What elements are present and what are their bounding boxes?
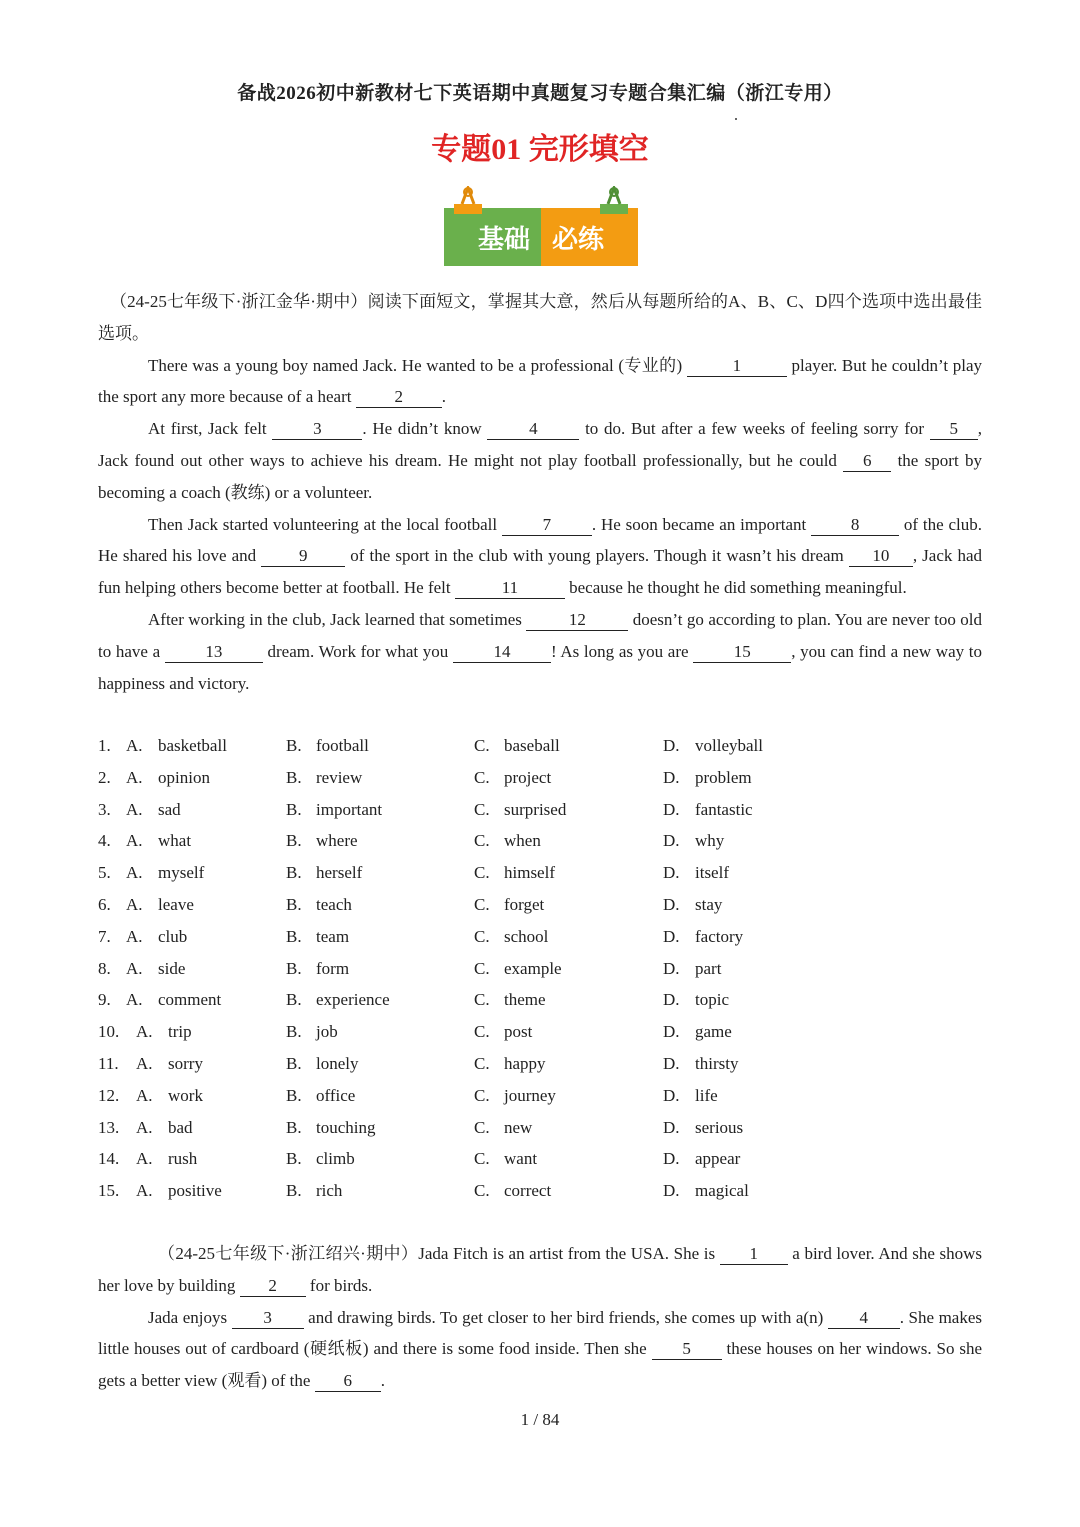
stray-dot bbox=[735, 118, 737, 120]
passage-1-paragraph-2: At first, Jack felt 3 . He didn’t know 4 to do. But after a few weeks of feeling sorry for 5 , Jack found out other ways to achieve his dream. He might not play football professionally, but he could 6 the sport by becoming a coach (教练) or a volunteer. bbox=[98, 419, 982, 502]
blank-5: 5 bbox=[930, 419, 978, 440]
option-row: 7. A. club B. team C. school D. factory bbox=[98, 926, 744, 946]
blank-12: 12 bbox=[526, 610, 628, 631]
option-row: 1. A. basketball B. football C. baseball D. volleyball bbox=[98, 736, 763, 755]
option-row: 12. A. work B. office C. journey D. life bbox=[98, 1085, 718, 1105]
passage-2 bbox=[98, 1238, 982, 1397]
passage-1-paragraph-4: After working in the club, Jack learned that sometimes 12 doesn’t go according to plan. You are never too old to have a 13 dream. Work for what you 14 ! As long as you are 15 , you can find a new way to happiness and victory. bbox=[98, 609, 983, 693]
passage-1 bbox=[98, 286, 982, 699]
blank-2: 2 bbox=[356, 387, 442, 408]
banner-right-text: 必练 bbox=[551, 225, 605, 255]
blank-11: 11 bbox=[455, 578, 565, 599]
blank-2-6: 6 bbox=[315, 1371, 381, 1392]
passage-2-paragraph-2: Jada enjoys 3 and drawing birds. To get closer to her bird friends, she comes up with a(n) 4 . She makes little houses out of cardboard (硬纸板) and there is some food inside. Then she 5 these houses on her windows. So she gets a better view (观看) of the 6 . bbox=[98, 1307, 983, 1391]
option-row: 3. A. sad B. important C. surprised D. fantastic bbox=[98, 799, 753, 819]
blank-8: 8 bbox=[811, 515, 899, 536]
blank-2-3: 3 bbox=[232, 1308, 304, 1329]
option-row: 11. A. sorry B. lonely C. happy D. thirsty bbox=[98, 1053, 739, 1073]
option-row: 6. A. leave B. teach C. forget D. stay bbox=[98, 894, 723, 914]
topic-title: 专题01 完形填空 bbox=[431, 133, 649, 166]
option-row: 13. A. bad B. touching C. new D. serious bbox=[98, 1117, 744, 1137]
blank-7: 7 bbox=[502, 515, 592, 536]
banner-left-text: 基础 bbox=[477, 225, 531, 255]
blank-4: 4 bbox=[487, 419, 579, 440]
blank-14: 14 bbox=[453, 642, 551, 663]
page-number: 1 / 84 bbox=[520, 1410, 560, 1429]
blank-3: 3 bbox=[272, 419, 362, 440]
blank-6: 6 bbox=[843, 451, 891, 472]
passage-1-intro: （24-25七年级下·浙江金华·期中）阅读下面短文，掌握其大意，然后从每题所给的A、B、C、D四个选项中选出最佳选项。 bbox=[98, 292, 982, 343]
blank-10: 10 bbox=[849, 546, 913, 567]
blank-2-1: 1 bbox=[720, 1244, 788, 1265]
section-banner bbox=[444, 186, 638, 266]
document-title: 备战2026初中新教材七下英语期中真题复习专题合集汇编（浙江专用） bbox=[237, 83, 843, 104]
clip-left-icon bbox=[454, 188, 482, 214]
option-row: 8. A. side B. form C. example D. part bbox=[98, 958, 722, 978]
option-row: 14. A. rush B. climb C. want D. appear bbox=[98, 1149, 741, 1169]
blank-2-4: 4 bbox=[828, 1308, 900, 1329]
options-list bbox=[98, 730, 982, 1207]
option-row: 9. A. comment B. experience C. theme D. topic bbox=[98, 990, 729, 1010]
passage-1-paragraph-3: Then Jack started volunteering at the local football 7 . He soon became an important 8 of the club. He shared his love and 9 of the sport in the club with young players. Though it wasn’t his dream 10 , Jack had fun helping others become better at football. He felt 11 because he thought he did something meaningful. bbox=[98, 514, 983, 598]
blank-13: 13 bbox=[165, 642, 263, 663]
option-row: 5. A. myself B. herself C. himself D. itself bbox=[98, 863, 729, 883]
option-row: 10. A. trip B. job C. post D. game bbox=[98, 1022, 732, 1042]
blank-2-2: 2 bbox=[240, 1276, 306, 1297]
blank-15: 15 bbox=[693, 642, 791, 663]
blank-2-5: 5 bbox=[652, 1339, 722, 1360]
passage-1-paragraph-1: There was a young boy named Jack. He wanted to be a professional (专业的) 1 player. But he couldn’t play the sport any more because of a heart 2 . bbox=[98, 355, 982, 407]
banner-graphic bbox=[444, 186, 638, 266]
blank-1: 1 bbox=[687, 356, 787, 377]
option-row: 2. A. opinion B. review C. project D. problem bbox=[98, 767, 752, 787]
passage-2-paragraph-1: （24-25七年级下·浙江绍兴·期中）Jada Fitch is an artist from the USA. She is 1 a bird lover. And she shows her love by building 2 for birds. bbox=[98, 1244, 982, 1295]
option-row: 4. A. what B. where C. when D. why bbox=[98, 831, 725, 851]
option-row: 15. A. positive B. rich C. correct D. magical bbox=[98, 1181, 749, 1201]
clip-right-icon bbox=[600, 188, 628, 214]
blank-9: 9 bbox=[261, 546, 345, 567]
